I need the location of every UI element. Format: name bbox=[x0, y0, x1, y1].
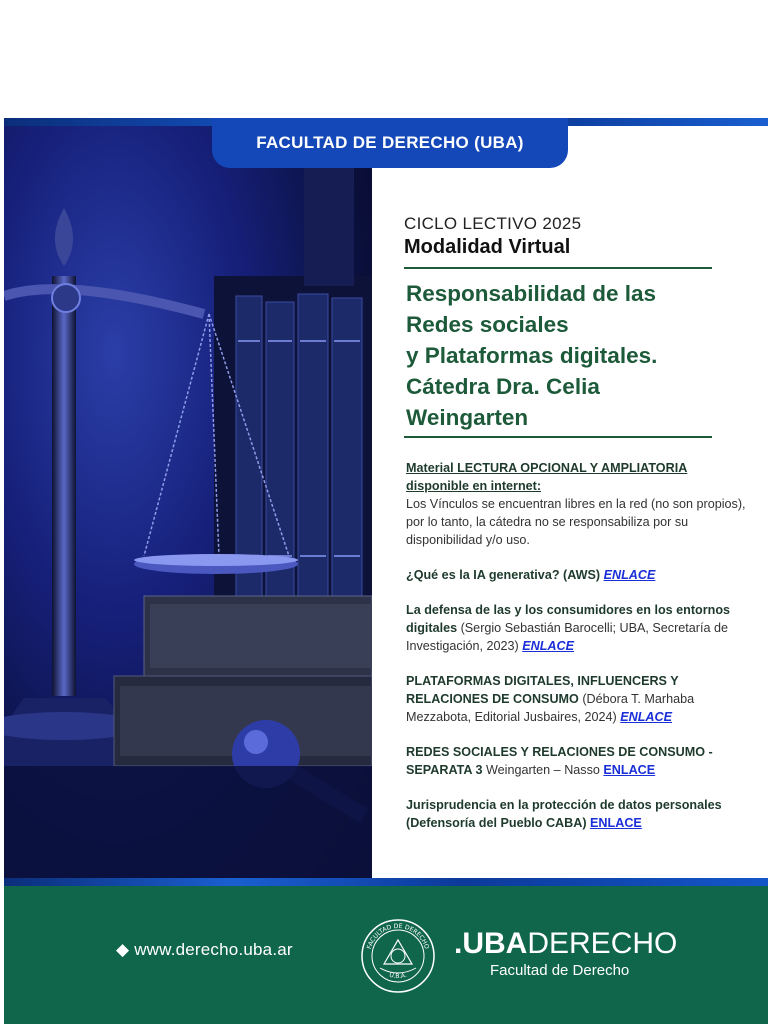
title-line: Cátedra Dra. Celia bbox=[406, 374, 600, 399]
faculty-header: FACULTAD DE DERECHO (UBA) bbox=[212, 118, 568, 168]
divider-top bbox=[404, 267, 712, 269]
item-title: Jurisprudencia en la protección de datos personales (Defensoría del Pueblo CABA) bbox=[406, 798, 722, 830]
title-line: y Plataformas digitales. bbox=[406, 343, 658, 368]
brand-uba: .UBA bbox=[454, 927, 528, 960]
item-detail: Weingarten – Nasso bbox=[482, 763, 600, 777]
item-title: ¿Qué es la IA generativa? (AWS) bbox=[406, 568, 601, 582]
brand-derecho: DERECHO bbox=[527, 927, 678, 960]
item-detail: (Débora T. Marhaba Mezzabota, Editorial Jusbaires, 2024) bbox=[406, 692, 695, 724]
item-title: REDES SOCIALES Y RELACIONES DE CONSUMO - SEPARATA 3 bbox=[406, 745, 713, 777]
item-title: La defensa de las y los consumidores en los entornos digitales bbox=[406, 603, 731, 635]
material-intro bbox=[406, 459, 751, 549]
course-title bbox=[406, 278, 736, 433]
enlace-link[interactable]: ENLACE bbox=[603, 763, 656, 777]
justice-scales-photo bbox=[4, 126, 372, 878]
enlace-link[interactable]: ENLACE bbox=[603, 568, 656, 582]
enlace-link[interactable]: ENLACE bbox=[620, 710, 672, 724]
footer bbox=[4, 886, 768, 1024]
material-heading: Material LECTURA OPCIONAL Y AMPLIATORIA disponible en internet: bbox=[406, 461, 688, 493]
list-item bbox=[406, 601, 751, 655]
seal-bottom-text: U.B.A. bbox=[388, 971, 408, 981]
title-line: Redes sociales bbox=[406, 312, 569, 337]
uba-seal-icon bbox=[360, 918, 436, 994]
seal-top-text: FACULTAD DE DERECHO bbox=[365, 922, 431, 950]
cycle-label: CICLO LECTIVO 2025 bbox=[404, 214, 582, 233]
uba-derecho-logo bbox=[454, 928, 677, 979]
footer-accent-bar bbox=[4, 878, 768, 886]
mode-label: Modalidad Virtual bbox=[404, 236, 571, 258]
title-line: Weingarten bbox=[406, 405, 529, 430]
title-line: Responsabilidad de las bbox=[406, 281, 657, 306]
item-title: PLATAFORMAS DIGITALES, INFLUENCERS Y RELACIONES DE CONSUMO bbox=[406, 674, 679, 706]
divider-bottom bbox=[404, 436, 712, 438]
brand-subtitle: Facultad de Derecho bbox=[490, 962, 630, 979]
reading-list bbox=[406, 459, 751, 849]
material-disclaimer: Los Vínculos se encuentran libres en la red (no son propios), por lo tanto, la cátedra no se responsabiliza por su disponibilidad y/o uso. bbox=[406, 497, 746, 547]
poster bbox=[4, 118, 768, 1024]
list-item bbox=[406, 566, 751, 584]
list-item bbox=[406, 796, 751, 832]
list-item bbox=[406, 743, 751, 779]
enlace-link[interactable]: ENLACE bbox=[590, 816, 642, 830]
info-panel bbox=[372, 126, 768, 878]
item-detail: (Sergio Sebastián Barocelli; UBA, Secretaría de Investigación, 2023) bbox=[406, 621, 728, 653]
website-link[interactable]: ◆ www.derecho.uba.ar bbox=[116, 940, 293, 959]
enlace-link[interactable]: ENLACE bbox=[522, 639, 574, 653]
list-item bbox=[406, 672, 751, 726]
